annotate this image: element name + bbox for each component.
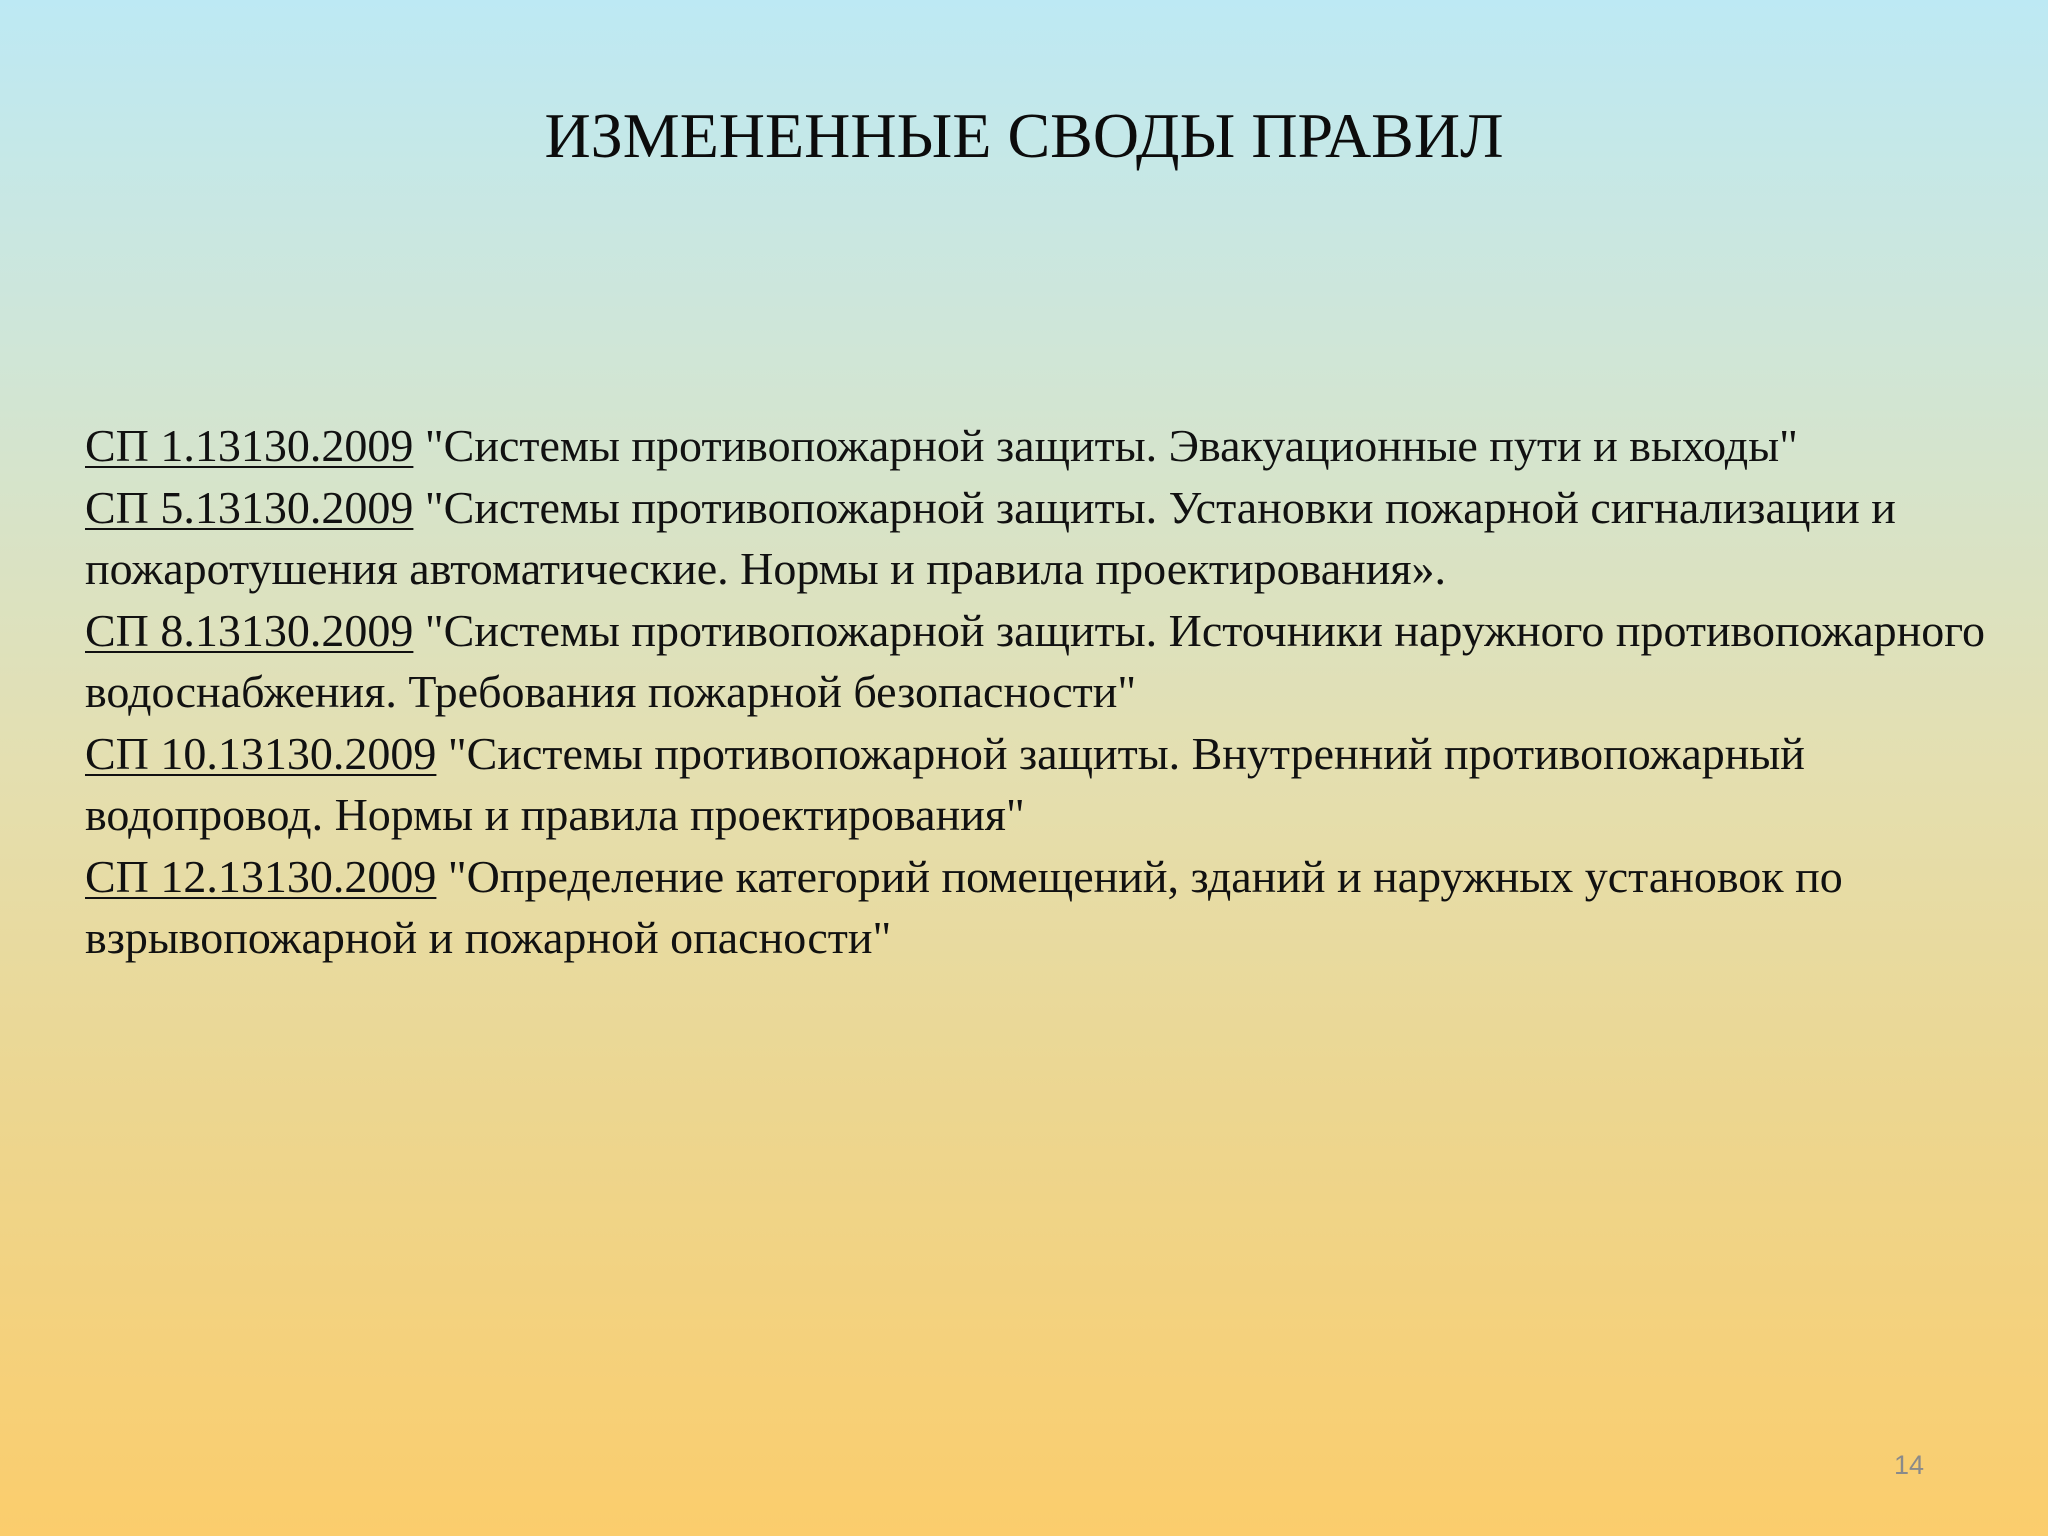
list-item	[85, 477, 2005, 600]
page-number: 14	[1893, 1450, 1924, 1480]
rule-code-link[interactable]: СП 5.13130.2009	[85, 481, 414, 533]
rule-code-link[interactable]: СП 8.13130.2009	[85, 604, 414, 656]
rule-code-link[interactable]: СП 12.13130.2009	[85, 850, 437, 902]
list-item	[85, 723, 2005, 846]
rule-description: "Системы противопожарной защиты. Источники наружного противопожарного водоснабжения. Требования пожарной безопасности"	[85, 604, 1985, 717]
rule-code-link[interactable]: СП 1.13130.2009	[85, 420, 414, 471]
rule-description: "Системы противопожарной защиты. Внутренний противопожарный водопровод. Нормы и правила проектирования"	[85, 727, 1805, 840]
list-item	[85, 600, 2005, 723]
rule-code-link[interactable]: СП 10.13130.2009	[85, 727, 437, 779]
list-item	[85, 415, 2005, 477]
rule-description: "Системы противопожарной защиты. Установки пожарной сигнализации и пожаротушения автоматические. Нормы и правила проектирования».	[85, 481, 1896, 594]
rule-description: "Системы противопожарной защиты. Эвакуационные пути и выходы"	[424, 420, 1798, 471]
rules-list	[85, 415, 2005, 969]
list-item	[85, 846, 2005, 969]
slide-title: ИЗМЕНЕННЫЕ СВОДЫ ПРАВИЛ	[544, 100, 1504, 171]
rule-description: "Определение категорий помещений, зданий и наружных установок по взрывопожарной и пожарной опасности"	[85, 850, 1843, 963]
